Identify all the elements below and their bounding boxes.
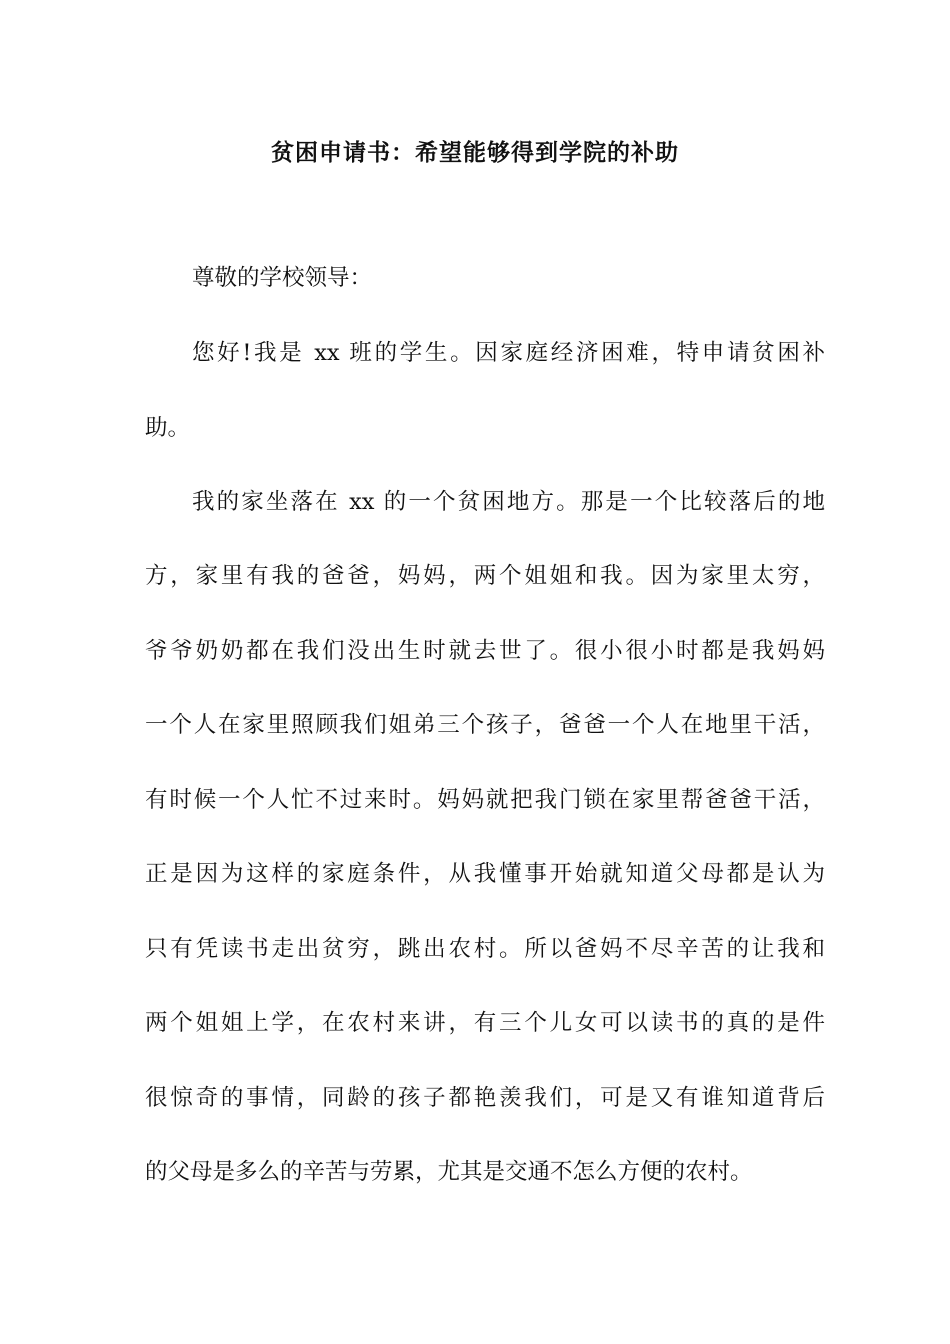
document-title: 贫困申请书：希望能够得到学院的补助 xyxy=(271,140,679,166)
body-line: 的父母是多么的辛苦与劳累，尤其是交通不怎么方便的农村。 xyxy=(145,1159,753,1185)
body-line: 我的家坐落在 xx 的一个贫困地方。那是一个比较落后的地 xyxy=(192,489,825,515)
body-line: 爷爷奶奶都在我们没出生时就去世了。很小很小时都是我妈妈 xyxy=(145,638,825,664)
salutation: 尊敬的学校领导： xyxy=(192,265,373,291)
body-line: 只有凭读书走出贫穷，跳出农村。所以爸妈不尽辛苦的让我和 xyxy=(145,936,825,962)
body-line: 方，家里有我的爸爸，妈妈，两个姐姐和我。因为家里太穷， xyxy=(145,563,825,589)
body-line: 您好!我是 xx 班的学生。因家庭经济困难，特申请贫困补 xyxy=(192,340,825,366)
body-line: 正是因为这样的家庭条件，从我懂事开始就知道父母都是认为 xyxy=(145,861,825,887)
body-line: 助。 xyxy=(145,415,191,441)
body-line: 两个姐姐上学，在农村来讲，有三个儿女可以读书的真的是件 xyxy=(145,1010,825,1036)
body-line: 很惊奇的事情，同龄的孩子都艳羡我们，可是又有谁知道背后 xyxy=(145,1085,825,1111)
body-line: 有时候一个人忙不过来时。妈妈就把我门锁在家里帮爸爸干活， xyxy=(145,787,825,813)
body-line: 一个人在家里照顾我们姐弟三个孩子，爸爸一个人在地里干活， xyxy=(145,712,825,738)
